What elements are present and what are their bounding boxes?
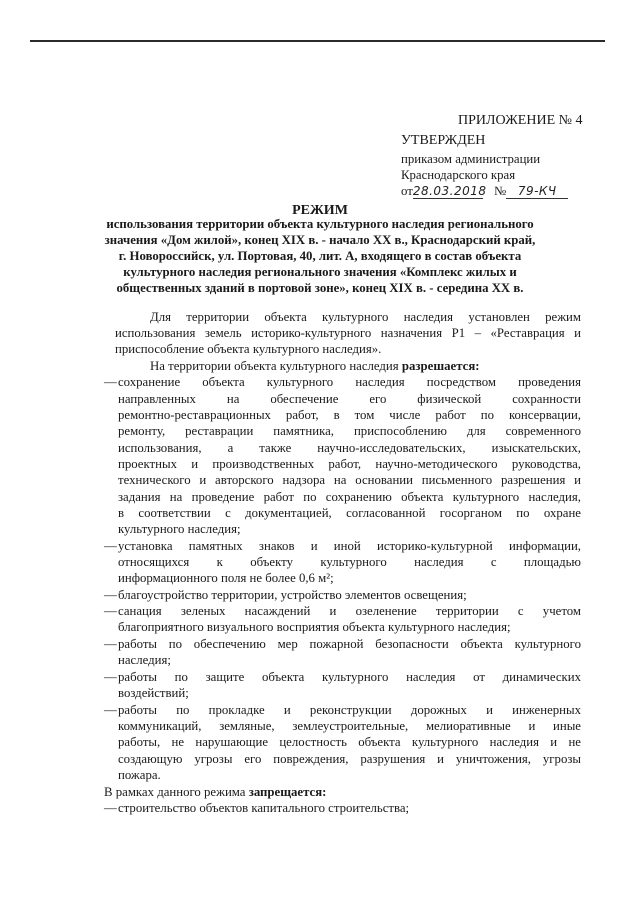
list-item-line: коммуникаций, земляные, землеустроительные, мелиоративные и иные — [118, 719, 581, 733]
list-item-line: установка памятных знаков и иной историко-культурной информации, — [118, 539, 581, 553]
title-line: г. Новороссийск, ул. Портовая, 40, лит. А, входящего в состав объекта — [118, 249, 522, 263]
list-dash: — — [104, 703, 117, 717]
prohibited-lead-bold: запрещается: — [248, 785, 327, 799]
document-heading: РЕЖИМ — [292, 203, 348, 218]
list-item-line: культурного наследия; — [118, 522, 241, 536]
number-value: 79-КЧ — [506, 184, 568, 199]
list-item-line: информационного поля не более 0,6 м²; — [118, 571, 334, 585]
title-line: культурного наследия регионального значения «Комплекс жилых и — [123, 265, 517, 279]
appendix-label: ПРИЛОЖЕНИЕ № 4 — [458, 113, 583, 128]
allowed-lead-bold: разрешается: — [401, 359, 480, 373]
allowed-lead-text: На территории объекта культурного наследия — [150, 359, 399, 373]
list-dash: — — [104, 539, 117, 553]
list-item-line: санация зеленых насаждений и озеленение территории с учетом — [118, 604, 581, 618]
intro-line: приспособление объекта культурного наследия». — [115, 342, 382, 356]
list-dash: — — [104, 637, 117, 651]
list-item-line: сохранение объекта культурного наследия посредством проведения — [118, 375, 581, 389]
title-line: значения «Дом жилой», конец XIX в. - начало XX в., Краснодарский край, — [104, 233, 536, 247]
list-dash: — — [104, 604, 117, 618]
list-item-line: воздействий; — [118, 686, 189, 700]
prohibited-lead-text: В рамках данного режима — [104, 785, 246, 799]
list-dash: — — [104, 670, 117, 684]
list-item-line: задания на проведение работ по сохранению объекта культурного наследия, — [118, 490, 581, 504]
prohibited-item: строительство объектов капитального строительства; — [118, 801, 410, 815]
list-item-line: в соответствии с документацией, согласованной госорганом по охране — [118, 506, 581, 520]
list-item-line: направленных на обеспечение его физической сохранности — [118, 392, 581, 406]
list-dash: — — [104, 801, 117, 815]
title-line: использования территории объекта культурного наследия регионального — [106, 217, 534, 231]
list-item-line: проектных и производственных работ, научно-методического руководства, — [118, 457, 581, 471]
allowed-lead — [150, 359, 480, 374]
number-prefix: № — [494, 184, 507, 198]
list-item-line: технического и авторского надзора на основании письменного разрешения и — [118, 473, 581, 487]
list-item-line: ремонтно-реставрационных работ, в том числе работ по консервации, — [118, 408, 581, 422]
date-value: 28.03.2018 — [412, 184, 487, 198]
intro-line: использования земель историко-культурного назначения Р1 – «Реставрация и — [115, 326, 581, 340]
list-item-line: работы, не нарушающие целостность объекта культурного наследия и не — [118, 735, 581, 749]
list-item-line: ремонту, реставрации памятника, приспособлению для современного — [118, 424, 581, 438]
approved-label: УТВЕРЖДЕН — [401, 133, 486, 148]
list-item-line: наследия; — [118, 653, 171, 667]
date-number-line — [401, 184, 568, 199]
scan-border-line — [30, 40, 605, 42]
list-item-line: работы по прокладке и реконструкции дорожных и инженерных — [118, 703, 581, 717]
title-line: общественных зданий в портовой зоне», конец XIX в. - середина XX в. — [116, 281, 524, 295]
order-line-1: приказом администрации — [401, 152, 541, 166]
list-item-line: пожара. — [118, 768, 161, 782]
list-item-line: работы по обеспечению мер пожарной безопасности объекта культурного — [118, 637, 581, 651]
prohibited-lead — [104, 785, 326, 800]
list-dash: — — [104, 588, 117, 602]
list-dash: — — [104, 375, 117, 389]
list-item-line: относящихся к объекту культурного наследия с площадью — [118, 555, 581, 569]
list-item-line: использования, а также научно-исследовательских, изыскательских, — [118, 441, 581, 455]
list-item-line: благоустройство территории, устройство элементов освещения; — [118, 588, 467, 602]
list-item-line: благоприятного визуального восприятия объекта культурного наследия; — [118, 620, 511, 634]
list-item-line: создающую угрозы его повреждения, разрушения и уничтожения, угрозы — [118, 752, 581, 766]
order-line-2: Краснодарского края — [401, 168, 516, 182]
date-prefix: от — [401, 184, 413, 198]
intro-line: Для территории объекта культурного наследия установлен режим — [150, 310, 581, 324]
list-item-line: работы по защите объекта культурного наследия от динамических — [118, 670, 581, 684]
